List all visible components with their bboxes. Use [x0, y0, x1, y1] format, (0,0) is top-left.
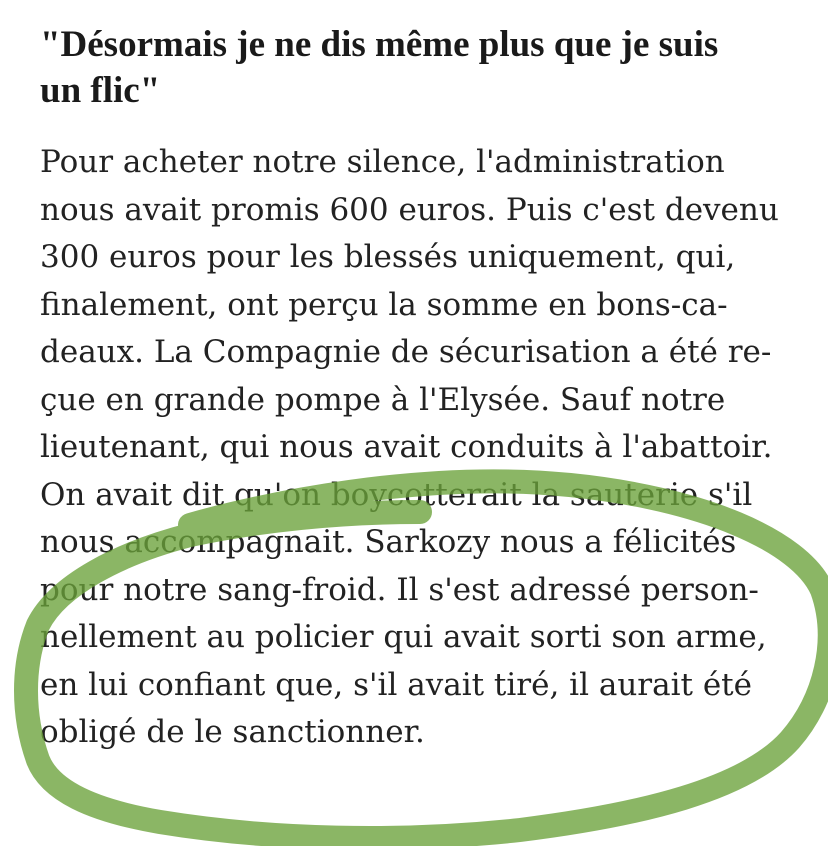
paragraph-line: deaux. La Compagnie de sécurisation a été re- — [40, 334, 772, 370]
paragraph-line: 300 euros pour les blessés uniquement, qui, — [40, 239, 736, 275]
paragraph-line: lieutenant, qui nous avait conduits à l'abattoir. — [40, 429, 773, 465]
paragraph-line: çue en grande pompe à l'Elysée. Sauf notre — [40, 381, 726, 418]
article-headline — [40, 22, 800, 114]
paragraph-line: On avait dit qu'on boycotterait la sauterie s'il — [40, 476, 753, 513]
paragraph-line: nous accompagnait. Sarkozy nous a félicités — [40, 524, 737, 560]
headline-line: un flic" — [40, 70, 161, 111]
article-paragraph — [40, 139, 800, 757]
paragraph-line: en lui confiant que, s'il avait tiré, il aurait été — [40, 666, 752, 703]
paragraph-line: nellement au policier qui avait sorti son arme, — [40, 619, 767, 655]
paragraph-line: finalement, ont perçu la somme en bons-ca- — [40, 286, 728, 323]
paragraph-line: pour notre sang-froid. Il s'est adressé person- — [40, 571, 759, 608]
paragraph-line: obligé de le sanctionner. — [40, 714, 425, 750]
paragraph-line: nous avait promis 600 euros. Puis c'est devenu — [40, 191, 779, 228]
headline-line: "Désormais je ne dis même plus que je suis — [40, 24, 719, 65]
paragraph-line: Pour acheter notre silence, l'administration — [40, 144, 725, 180]
